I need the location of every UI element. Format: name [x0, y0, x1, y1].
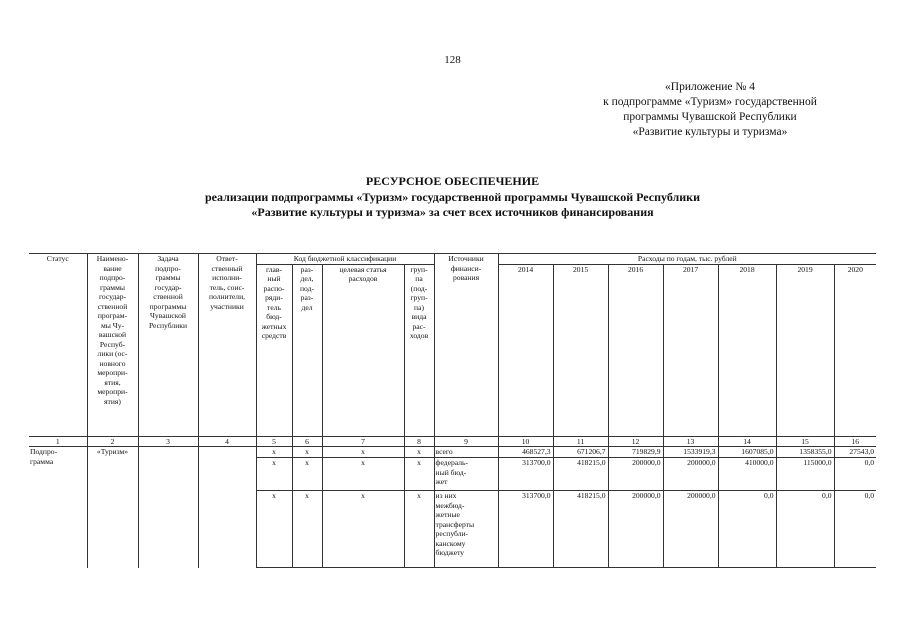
code-cell: х	[256, 491, 292, 568]
value-cell: 1607085,0	[718, 447, 776, 458]
column-number: 6	[292, 436, 322, 447]
column-number: 15	[776, 436, 834, 447]
column-number: 13	[663, 436, 718, 447]
column-number: 11	[553, 436, 608, 447]
header-target: целевая статья расходов	[322, 264, 404, 436]
header-status: Статус	[29, 254, 87, 437]
code-cell: х	[256, 458, 292, 491]
code-cell: х	[322, 447, 404, 458]
header-task: Задача подпро- граммы государ- ственной программы Чувашской Республики	[138, 254, 198, 437]
appendix-line: к подпрограмме «Туризм» государственной	[603, 96, 817, 108]
code-cell: х	[322, 458, 404, 491]
table-row	[29, 447, 876, 458]
column-number: 16	[834, 436, 876, 447]
header-year: 2016	[608, 264, 663, 436]
value-cell: 468527,3	[498, 447, 553, 458]
document-title	[0, 174, 905, 221]
code-cell: х	[292, 458, 322, 491]
header-year: 2018	[718, 264, 776, 436]
value-cell: 418215,0	[553, 491, 608, 568]
header-sources: Источники финанси- рования	[434, 254, 498, 437]
appendix-line: программы Чувашской Республики	[623, 111, 797, 123]
code-cell: х	[404, 458, 434, 491]
column-number: 7	[322, 436, 404, 447]
column-number: 10	[498, 436, 553, 447]
header-kbk: Код бюджетной классификации	[256, 254, 434, 265]
header-year: 2015	[553, 264, 608, 436]
value-cell: 1533919,3	[663, 447, 718, 458]
row-name: «Туризм»	[87, 447, 138, 568]
title-line: РЕСУРСНОЕ ОБЕСПЕЧЕНИЕ	[365, 174, 540, 188]
value-cell: 671206,7	[553, 447, 608, 458]
value-cell: 200000,0	[663, 458, 718, 491]
column-number: 14	[718, 436, 776, 447]
appendix-line: «Приложение № 4	[665, 81, 755, 93]
value-cell: 0,0	[834, 458, 876, 491]
value-cell: 0,0	[834, 491, 876, 568]
source-cell: из них межбюд- жетные трансферты республи- канскому бюджету	[434, 491, 498, 568]
value-cell: 0,0	[718, 491, 776, 568]
value-cell: 1358355,0	[776, 447, 834, 458]
value-cell: 115000,0	[776, 458, 834, 491]
column-number: 5	[256, 436, 292, 447]
title-line: реализации подпрограммы «Туризм» государственной программы Чувашской Республики	[204, 189, 701, 204]
column-number: 8	[404, 436, 434, 447]
header-group: груп- па (под- груп- па) вида рас- ходов	[404, 264, 434, 436]
header-name: Наимено- вание подпро- граммы государ- ственной програм- мы Чу- вашской Респуб- лики (ос- новного меропри- ятия, меропри- ятия)	[87, 254, 138, 437]
resource-table	[29, 253, 876, 568]
header-section: раз- дел, под- раз- дел	[292, 264, 322, 436]
header-row	[29, 254, 876, 265]
header-year: 2019	[776, 264, 834, 436]
value-cell: 313700,0	[498, 491, 553, 568]
code-cell: х	[322, 491, 404, 568]
column-number: 12	[608, 436, 663, 447]
value-cell: 719829,9	[608, 447, 663, 458]
appendix-line: «Развитие культуры и туризма»	[632, 126, 788, 138]
column-number: 4	[198, 436, 256, 447]
value-cell: 200000,0	[608, 491, 663, 568]
row-responsible	[198, 447, 256, 568]
column-number: 2	[87, 436, 138, 447]
header-year: 2014	[498, 264, 553, 436]
value-cell: 200000,0	[608, 458, 663, 491]
source-cell: федераль- ный бюд- жет	[434, 458, 498, 491]
value-cell: 27543,0	[834, 447, 876, 458]
header-responsible: Ответ- ственный исполни- тель, соис- полнители, участники	[198, 254, 256, 437]
code-cell: х	[256, 447, 292, 458]
column-number-row	[29, 436, 876, 447]
appendix-caption	[540, 80, 880, 140]
header-year: 2017	[663, 264, 718, 436]
page-number: 128	[444, 54, 461, 66]
value-cell: 410000,0	[718, 458, 776, 491]
code-cell: х	[292, 447, 322, 458]
column-number: 3	[138, 436, 198, 447]
header-year: 2020	[834, 264, 876, 436]
column-number: 1	[29, 436, 87, 447]
value-cell: 200000,0	[663, 491, 718, 568]
value-cell: 418215,0	[553, 458, 608, 491]
code-cell: х	[404, 491, 434, 568]
title-line: «Развитие культуры и туризма» за счет всех источников финансирования	[251, 205, 654, 219]
header-grbs: глав- ный распо- ряди- тель бюд- жетных средств	[256, 264, 292, 436]
column-number: 9	[434, 436, 498, 447]
code-cell: х	[404, 447, 434, 458]
value-cell: 0,0	[776, 491, 834, 568]
source-cell: всего	[434, 447, 498, 458]
code-cell: х	[292, 491, 322, 568]
row-status: Подпро- грамма	[30, 447, 58, 466]
row-task	[138, 447, 198, 568]
value-cell: 313700,0	[498, 458, 553, 491]
header-expenses: Расходы по годам, тыс. рублей	[498, 254, 876, 265]
